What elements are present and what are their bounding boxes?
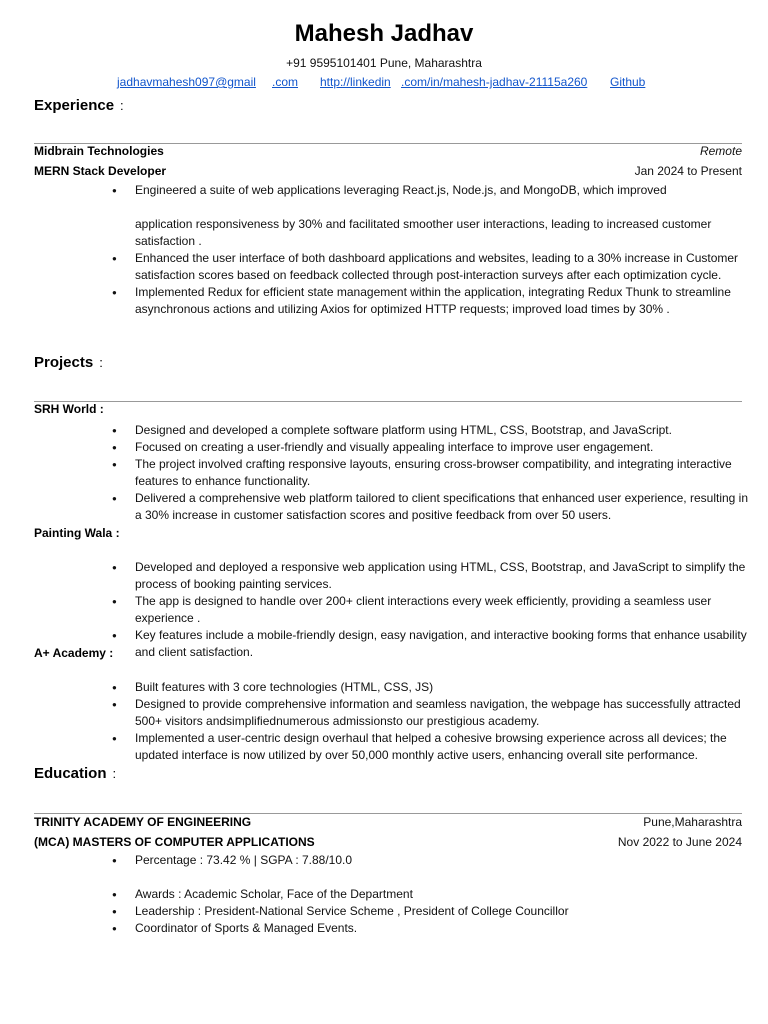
project-bullets xyxy=(110,422,750,524)
linkedin-link[interactable]: http://linkedin xyxy=(320,75,391,89)
experience-bullets xyxy=(110,182,750,318)
email-link-domain[interactable]: .com xyxy=(272,75,299,89)
section-heading-education xyxy=(34,765,116,782)
job-dates: Jan 2024 to Present xyxy=(634,164,742,178)
list-item: ● Focused on creating a user-friendly and visually appealing interface to improve user engagement. xyxy=(110,439,750,456)
education-colon: : xyxy=(112,766,117,781)
degree-name: (MCA) MASTERS OF COMPUTER APPLICATIONS xyxy=(34,835,315,849)
section-divider xyxy=(34,813,742,814)
experience-heading-text: Experience xyxy=(34,97,115,114)
list-item: ● Coordinator of Sports & Managed Events. xyxy=(110,920,750,937)
linkedin-link-path[interactable]: .com/in/mahesh-jadhav-21115a260 xyxy=(401,75,588,89)
education-bullets xyxy=(110,852,750,937)
list-item: ● Built features with 3 core technologies (HTML, CSS, JS) xyxy=(110,679,750,696)
section-divider xyxy=(34,401,742,402)
list-item: ● Engineered a suite of web applications leveraging React.js, Node.js, and MongoDB, which improved xyxy=(110,182,750,199)
projects-heading-text: Projects xyxy=(34,354,94,371)
list-item: ● The app is designed to handle over 200+ client interactions every week efficiently, providing a seamless user experience . xyxy=(110,593,750,627)
candidate-name: Mahesh Jadhav xyxy=(294,20,474,47)
list-item: ● Developed and deployed a responsive web application using HTML, CSS, Bootstrap, and JavaScript to simplify the process of booking painting services. xyxy=(110,559,750,593)
list-item: ● Leadership : President-National Service Scheme , President of College Councillor xyxy=(110,903,750,920)
degree-dates: Nov 2022 to June 2024 xyxy=(617,835,742,849)
list-item: ● Key features include a mobile-friendly design, easy navigation, and interactive booking forms that enhance usability and client satisfaction. xyxy=(110,627,750,661)
email-link[interactable]: jadhavmahesh097@gmail xyxy=(117,75,256,89)
list-item: ● Enhanced the user interface of both dashboard applications and websites, leading to a 30% increase in Customer satisfaction scores based on feedback collected through post-interaction surveys after each optimization cycle. xyxy=(110,250,750,284)
job-location: Remote xyxy=(699,144,742,158)
section-heading-projects xyxy=(34,354,103,371)
continued-text: application responsiveness by 30% and facilitated smoother user interactions, leading to increased customer satisfaction . xyxy=(135,217,712,248)
job-role: MERN Stack Developer xyxy=(34,164,167,178)
list-item: ● Implemented Redux for efficient state management within the application, integrating Redux Thunk to streamline asynchronous actions and utilizing Axios for optimized HTTP requests; improved load times by 30% . xyxy=(110,284,750,318)
company-name: Midbrain Technologies xyxy=(34,144,164,158)
list-item-continued xyxy=(110,216,750,250)
list-item: ● Percentage : 73.42 % | SGPA : 7.88/10.0 xyxy=(110,852,750,869)
spacer xyxy=(110,199,750,216)
project-bullets xyxy=(110,679,750,764)
project-title: A+ Academy : xyxy=(34,646,114,660)
projects-colon: : xyxy=(99,355,103,370)
list-item: ● Implemented a user-centric design overhaul that helped a cohesive browsing experience across all devices; the updated interface is now utilized by over 50,000 monthly active users, enhancing overall site performance. xyxy=(110,730,750,764)
spacer xyxy=(110,869,750,886)
github-link[interactable]: Github xyxy=(610,75,646,89)
experience-colon: : xyxy=(120,98,124,113)
institute-name: TRINITY ACADEMY OF ENGINEERING xyxy=(34,815,252,829)
list-item: ● The project involved crafting responsive layouts, ensuring cross-browser compatibility, and integrating interactive features to enhance functionality. xyxy=(110,456,750,490)
project-bullets xyxy=(110,559,750,661)
institute-location: Pune,Maharashtra xyxy=(643,815,742,829)
list-item: ● Designed and developed a complete software platform using HTML, CSS, Bootstrap, and JavaScript. xyxy=(110,422,750,439)
section-heading-experience xyxy=(34,97,124,114)
project-title: SRH World : xyxy=(34,402,104,416)
list-item: ● Delivered a comprehensive web platform tailored to client specifications that enhanced user experience, resulting in a 30% increase in customer satisfaction scores and positive feedback from over 50 users. xyxy=(110,490,750,524)
list-item: ● Designed to provide comprehensive information and seamless navigation, the webpage has successfully attracted 500+ visitors andsimplifiednumerous admissionsto our prestigious academy. xyxy=(110,696,750,730)
project-title: Painting Wala : xyxy=(34,526,120,540)
contact-line: +91 9595101401 Pune, Maharashtra xyxy=(286,56,482,70)
education-heading-text: Education xyxy=(34,765,107,782)
list-item: ● Awards : Academic Scholar, Face of the Department xyxy=(110,886,750,903)
